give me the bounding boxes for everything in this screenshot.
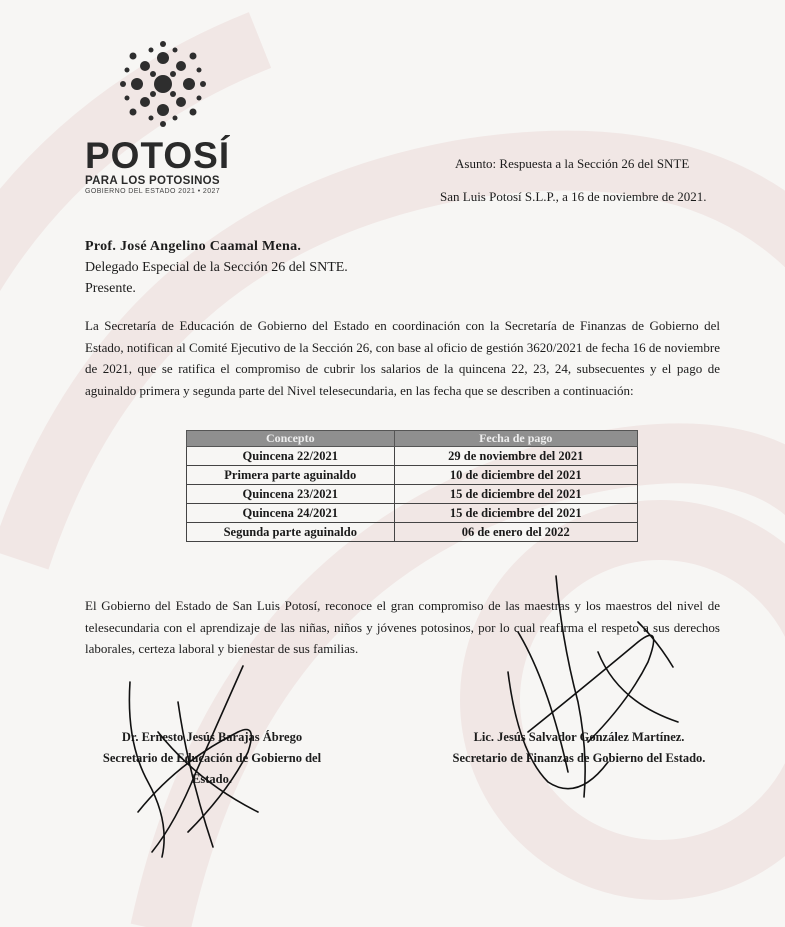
fecha-cell: 15 de diciembre del 2021 — [394, 485, 637, 504]
concepto-cell: Quincena 22/2021 — [187, 447, 395, 466]
header-concepto: Concepto — [187, 431, 395, 447]
signature-block-left — [83, 727, 341, 790]
signer-name-right: Lic. Jesús Salvador González Martínez. — [473, 730, 685, 744]
logo-wordmark — [85, 136, 255, 195]
fecha-cell: 29 de noviembre del 2021 — [394, 447, 637, 466]
concepto-cell: Quincena 24/2021 — [187, 504, 395, 523]
table-row — [187, 466, 638, 485]
recipient-block — [85, 236, 348, 299]
concepto-cell: Quincena 23/2021 — [187, 485, 395, 504]
logo-subtitle: GOBIERNO DEL ESTADO 2021 • 2027 — [85, 188, 221, 195]
body-paragraph-2: El Gobierno del Estado de San Luis Potosí, reconoce el gran compromiso de las maestras y los maestros del nivel de telesecundaria con el aprendizaje de las niñas, niños y jóvenes potosinos, por lo cual reafirma el respeto a sus derechos laborales, certeza laboral y bienestar de sus familias. — [85, 598, 720, 657]
signature-block-right — [436, 727, 722, 769]
body-paragraph-1: La Secretaría de Educación de Gobierno del Estado en coordinación con la Secretaría de Finanzas de Gobierno del Estado, notifican al Comité Ejecutivo de la Sección 26, con base al oficio de gestión 3620/2021 de fecha 16 de noviembre de 2021, que se ratifica el compromiso de cubrir los salarios de la quincena 22, 23, 24, subsecuentes y el pago de aguinaldo primera y segunda parte del Nivel telesecundaria, en las fecha que se describen a continuación: — [85, 318, 720, 399]
recipient-name: Prof. José Angelino Caamal Mena. — [85, 239, 302, 254]
table-row — [187, 485, 638, 504]
fecha-cell: 06 de enero del 2022 — [394, 523, 637, 542]
concepto-cell: Segunda parte aguinaldo — [187, 523, 395, 542]
logo-tagline: PARA LOS POTOSINOS — [85, 175, 220, 187]
subject-line: Asunto: Respuesta a la Sección 26 del SNTE — [455, 156, 690, 171]
signer-title-right: Secretario de Finanzas de Gobierno del Estado. — [452, 751, 706, 765]
table-row — [187, 447, 638, 466]
payment-schedule-table — [186, 430, 638, 542]
potosi-emblem-icon — [113, 38, 213, 130]
signer-name-left: Dr. Ernesto Jesús Barajas Ábrego — [121, 730, 303, 744]
recipient-role: Delegado Especial de la Sección 26 del SNTE. — [85, 260, 348, 275]
recipient-greeting: Presente. — [85, 281, 136, 296]
header-fecha-pago: Fecha de pago — [394, 431, 637, 447]
government-logo — [85, 38, 255, 213]
concepto-cell: Primera parte aguinaldo — [187, 466, 395, 485]
place-date: San Luis Potosí S.L.P., a 16 de noviembre de 2021. — [440, 189, 707, 204]
fecha-cell: 15 de diciembre del 2021 — [394, 504, 637, 523]
logo-name: POTOSÍ — [85, 135, 231, 176]
table-row — [187, 523, 638, 542]
signer-title-left: Secretario de Educación de Gobierno del Estado. — [102, 751, 322, 786]
table-row — [187, 504, 638, 523]
table-header-row — [187, 431, 638, 447]
fecha-cell: 10 de diciembre del 2021 — [394, 466, 637, 485]
